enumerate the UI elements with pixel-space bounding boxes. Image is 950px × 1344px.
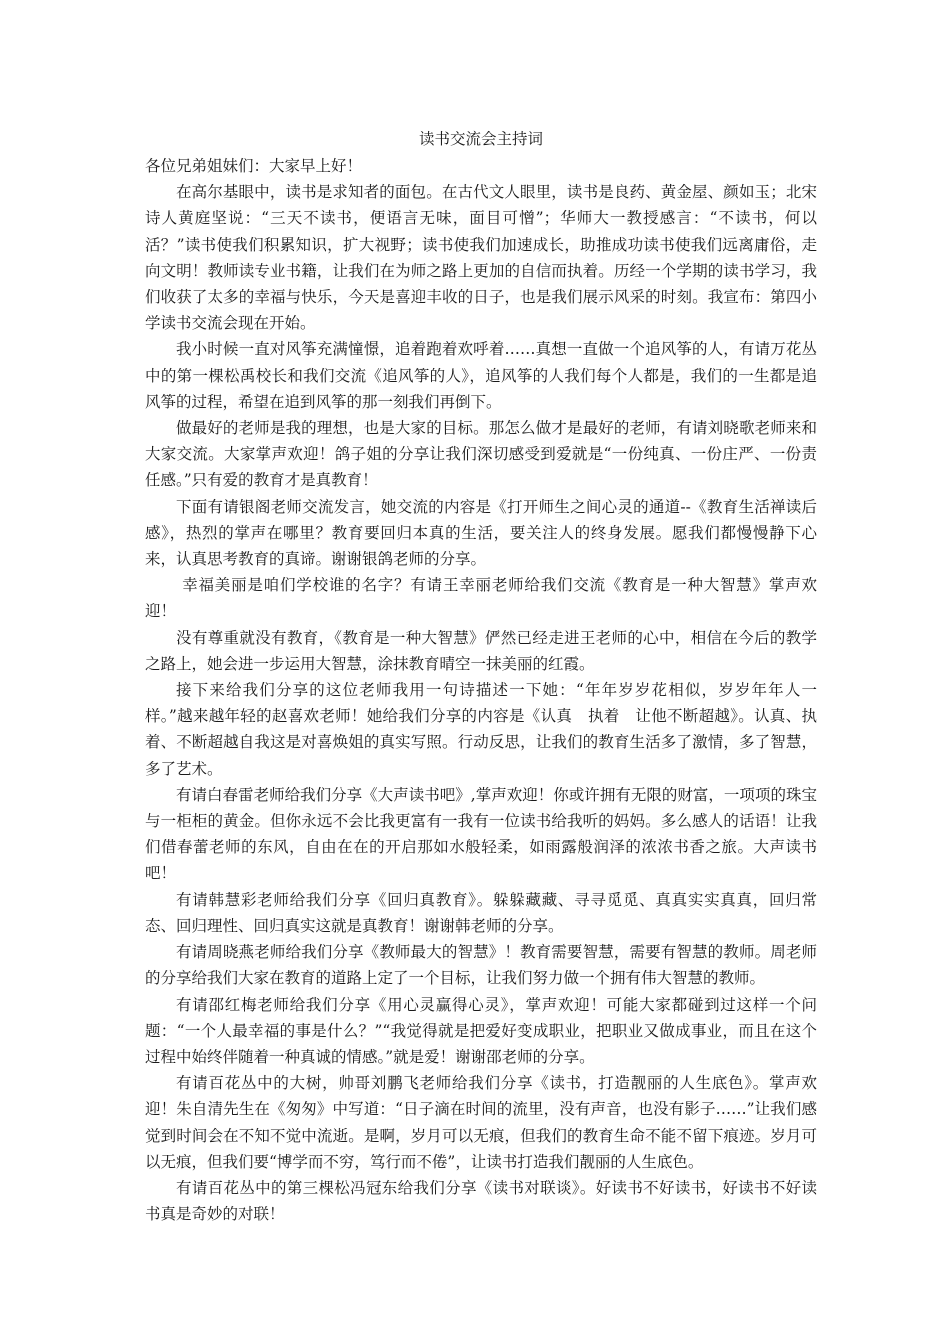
paragraph-bai-chunlei: 有请白春雷老师给我们分享《大声读书吧》,掌声欢迎！你或许拥有无限的财富，一项项的珠宝与一柜柜的黄金。但你永远不会比我更富有一我有一位读书给我听的妈妈。多么感人的话语！让我们借春蕾老师的东风，自由在在的开启那如水般轻柔，如雨露般润泽的浓浓书香之旅。大声读书吧！ bbox=[145, 785, 817, 883]
paragraph-yin-ge: 下面有请银阁老师交流发言，她交流的内容是《打开师生之间心灵的通道--《教育生活禅读后感》，热烈的掌声在哪里？教育要回归本真的生活，要关注人的终身发展。愿我们都慢慢静下心来，认真思考教育的真谛。谢谢银鸽老师的分享。 bbox=[145, 497, 817, 569]
paragraph-zhao-xihuan: 接下来给我们分享的这位老师我用一句诗描述一下她：“年年岁岁花相似，岁岁年年人一样。”越来越年轻的赵喜欢老师！她给我们分享的内容是《认真 执着 让他不断超越》。认真、执着、不断超越自我这是对喜焕姐的真实写照。行动反思，让我们的教育生活多了激情，多了智慧，多了艺术。 bbox=[145, 681, 817, 778]
paragraph-liu-pengfei: 有请百花丛中的大树，帅哥刘鹏飞老师给我们分享《读书，打造靓丽的人生底色》。掌声欢迎！朱自清先生在《匆匆》中写道：“日子滴在时间的流里，没有声音，也没有影子……”让我们感觉到时间会在不知不觉中流逝。是啊，岁月可以无痕，但我们的教育生命不能不留下痕迹。岁月可以无痕，但我们要“博学而不穷，笃行而不倦”，让读书打造我们靓丽的人生底色。 bbox=[145, 1074, 817, 1171]
paragraph-zhou-xiaoyan: 有请周晓燕老师给我们分享《教师最大的智慧》！教育需要智慧，需要有智慧的教师。周老师的分享给我们大家在教育的道路上定了一个目标，让我们努力做一个拥有伟大智慧的教师。 bbox=[145, 943, 817, 988]
document-title: 读书交流会主持词 bbox=[418, 130, 543, 148]
paragraph-shao-hongmei: 有请邵红梅老师给我们分享《用心灵赢得心灵》，掌声欢迎！可能大家都碰到过这样一个问题：“一个人最幸福的事是什么？”“我觉得就是把爱好变成职业，把职业又做成事业，而且在这个过程中始终伴随着一种真诚的情感。”就是爱！谢谢邵老师的分享。 bbox=[145, 995, 817, 1066]
salutation: 各位兄弟姐妹们：大家早上好！ bbox=[145, 157, 363, 175]
document-page bbox=[145, 0, 817, 1227]
paragraph-han-huicai: 有请韩慧彩老师给我们分享《回归真教育》。躲躲藏藏、寻寻觅觅、真真实实真真，回归常态、回归理性、回归真实这就是真教育！谢谢韩老师的分享。 bbox=[145, 890, 817, 935]
paragraph-best-teacher: 做最好的老师是我的理想，也是大家的目标。那怎么做才是最好的老师，有请刘晓歌老师来和大家交流。大家掌声欢迎！鸽子姐的分享让我们深切感受到爱就是“一份纯真、一份庄严、一份责任感。”只有爱的教育才是真教育！ bbox=[145, 419, 817, 490]
paragraph-wang-xingli-summary: 没有尊重就没有教育，《教育是一种大智慧》俨然已经走进王老师的心中，相信在今后的教学之路上，她会进一步运用大智慧，涂抹教育晴空一抹美丽的红霞。 bbox=[145, 628, 817, 673]
paragraph-wang-xingli-intro: 幸福美丽是咱们学校谁的名字？有请王幸丽老师给我们交流《教育是一种大智慧》掌声欢迎！ bbox=[145, 576, 817, 621]
paragraph-feng-guandong: 有请百花丛中的第三棵松冯冠东给我们分享《读书对联谈》。好读书不好读书，好读书不好读书真是奇妙的对联！ bbox=[145, 1178, 817, 1224]
paragraph-kite-runner: 我小时候一直对风筝充满憧憬，追着跑着欢呼着……真想一直做一个追风筝的人，有请万花丛中的第一棵松禹校长和我们交流《追风筝的人》，追风筝的人我们每个人都是，我们的一生都是追风筝的过程，希望在追到风筝的那一刻我们再倒下。 bbox=[145, 340, 817, 411]
paragraph-opening: 在高尔基眼中，读书是求知者的面包。在古代文人眼里，读书是良药、黄金屋、颜如玉；北宋诗人黄庭坚说：“三天不读书，便语言无味，面目可憎”；华师大一教授感言：“不读书，何以活？”读书使我们积累知识，扩大视野；读书使我们加速成长，助推成功读书使我们远离庸俗，走向文明！教师读专业书籍，让我们在为师之路上更加的自信而执着。历经一个学期的读书学习，我们收获了太多的幸福与快乐，今天是喜迎丰收的日子，也是我们展示风采的时刻。我宣布：第四小学读书交流会现在开始。 bbox=[145, 183, 817, 333]
